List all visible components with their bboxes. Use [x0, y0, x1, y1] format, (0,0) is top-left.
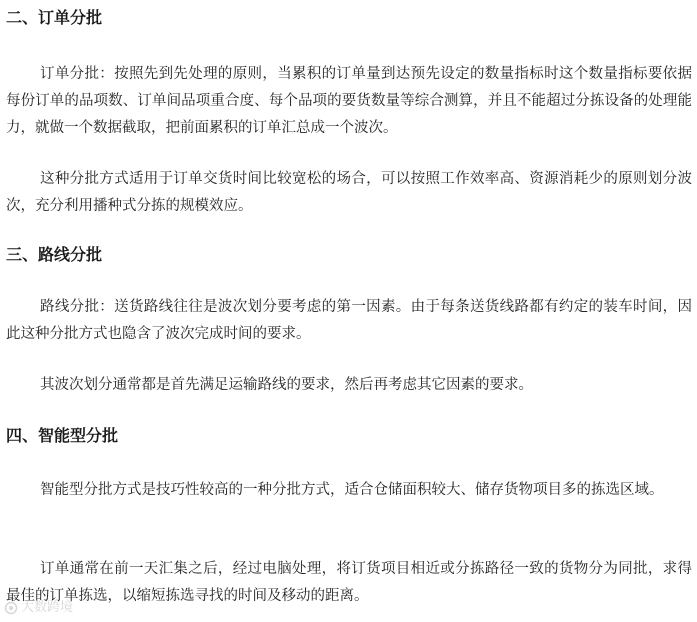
section-heading-route-batch: 三、路线分批: [6, 245, 103, 264]
paragraph-order-batch-definition: 订单分批：按照先到先处理的原则，当累积的订单量到达预先设定的数量指标时这个数量指标要依据每份订单的品项数、订单间品项重合度、每个品项的要货数量等综合测算，并且不能超过分拣设备的处理能力，就做一个数据截取，把前面累积的订单汇总成一个波次。: [6, 66, 692, 136]
watermark-text: 大数跨境: [21, 600, 74, 615]
paragraph-smart-batch-process: 订单通常在前一天汇集之后，经过电脑处理，将订货项目相近或分拣路径一致的货物分为同批，求得最佳的订单拣选，以缩短拣选寻找的时间及移动的距离。: [6, 561, 692, 604]
paragraph-smart-batch-definition: 智能型分批方式是技巧性较高的一种分批方式，适合仓储面积较大、储存货物项目多的拣选区域。: [40, 482, 664, 498]
paragraph-route-batch-definition: 路线分批：送货路线往往是波次划分要考虑的第一因素。由于每条送货线路都有约定的装车时间，因此这种分批方式也隐含了波次完成时间的要求。: [6, 299, 692, 342]
paragraph-route-batch-rule: 其波次划分通常都是首先满足运输路线的要求，然后再考虑其它因素的要求。: [40, 377, 533, 393]
watermark: [4, 598, 73, 618]
paragraph-order-batch-usage: 这种分批方式适用于订单交货时间比较宽松的场合，可以按照工作效率高、资源消耗少的原则划分波次，充分利用播种式分拣的规模效应。: [6, 171, 692, 214]
section-heading-smart-batch: 四、智能型分批: [6, 426, 119, 445]
section-heading-order-batch: 二、订单分批: [6, 8, 103, 27]
watermark-logo-icon: [4, 601, 18, 615]
